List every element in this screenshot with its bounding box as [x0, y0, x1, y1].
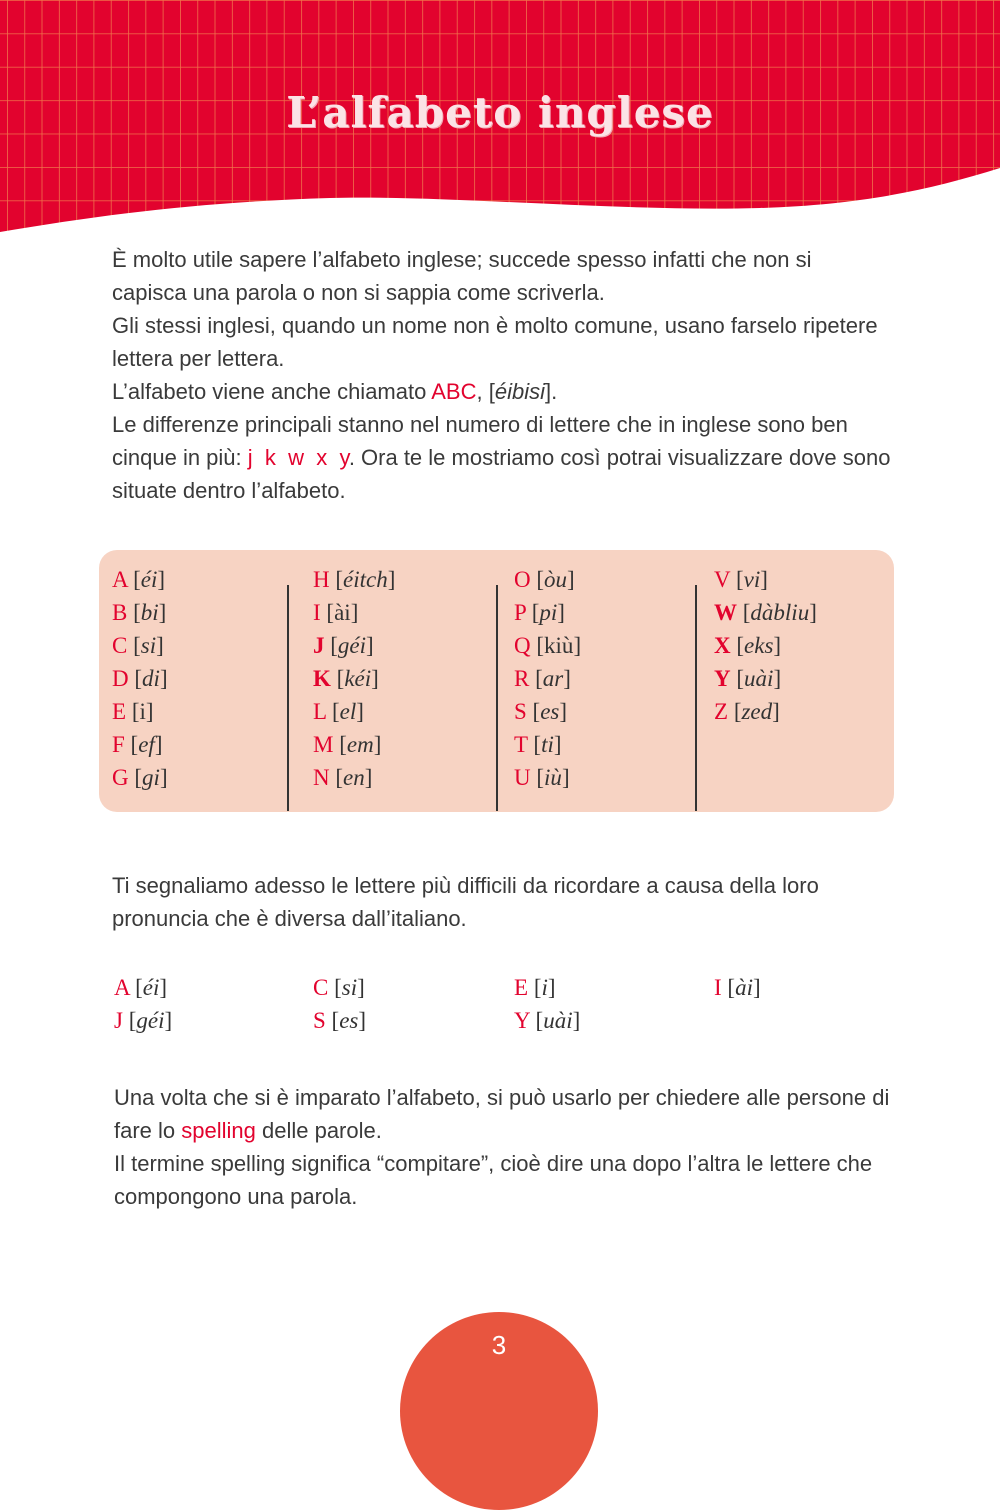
- bracket: [: [329, 765, 344, 790]
- bracket: [: [128, 765, 143, 790]
- bracket: ]: [159, 765, 168, 790]
- bracket: ]: [559, 699, 568, 724]
- bracket: ]: [553, 732, 562, 757]
- letter: U: [514, 765, 531, 790]
- bracket: [: [128, 666, 143, 691]
- bracket: ]: [809, 600, 817, 625]
- bracket: ]: [567, 567, 575, 592]
- intro-paragraph-2: Gli stessi inglesi, quando un nome non è molto comune, usano farselo ripetere lettera per lettera.: [112, 313, 878, 371]
- letter-entry: [313, 761, 395, 794]
- spelling-text: [114, 1081, 894, 1213]
- difficult-letters-column: [114, 971, 172, 1037]
- bracket: [: [730, 633, 745, 658]
- letter: D: [112, 666, 129, 691]
- bracket: ]: [364, 765, 373, 790]
- letter: G: [112, 765, 129, 790]
- pronunciation: es: [540, 699, 560, 724]
- bracket: [: [122, 1008, 137, 1033]
- bracket: ]: [561, 765, 570, 790]
- bracket: ]: [557, 600, 565, 625]
- bracket: [: [126, 699, 140, 724]
- letter-entry: [313, 728, 395, 761]
- difficult-letters-column: [313, 971, 366, 1037]
- letter: V: [714, 567, 731, 592]
- letter: R: [514, 666, 530, 691]
- pronunciation: bi: [140, 600, 159, 625]
- bracket: ]: [154, 732, 163, 757]
- pronunciation: es: [339, 1008, 359, 1033]
- letter-entry: [313, 1004, 366, 1037]
- bracket: [: [329, 567, 344, 592]
- bracket: ]: [356, 699, 364, 724]
- letter-entry: [112, 596, 168, 629]
- bracket: [: [526, 699, 541, 724]
- pronunciation: òu: [544, 567, 568, 592]
- letter-entry: [313, 971, 366, 1004]
- alphabet-column: [313, 563, 395, 794]
- letter-entry: [714, 662, 817, 695]
- text: Una volta che si è imparato l’alfabeto, si può usarlo per chiedere alle persone di fare lo: [114, 1085, 890, 1143]
- text: Le differenze principali stanno nel numero di lettere che in inglese sono ben cinque in più:: [112, 412, 848, 470]
- bracket: [: [730, 666, 745, 691]
- letter-entry: [514, 971, 580, 1004]
- intro-paragraph-4: [112, 408, 892, 507]
- alphabet-column: [714, 563, 817, 728]
- text: delle parole.: [255, 1118, 382, 1143]
- letter-entry: [714, 629, 817, 662]
- column-divider: [287, 585, 289, 811]
- pronunciation: i: [541, 975, 548, 1000]
- page-title: L’alfabeto inglese: [286, 88, 714, 137]
- pronunciation: éi: [140, 567, 158, 592]
- pronunciation: éi: [142, 975, 160, 1000]
- letter: X: [714, 633, 731, 658]
- extra-letters-highlight: j k w x y: [247, 445, 349, 470]
- bracket: ]: [350, 600, 359, 625]
- pronunciation: ef: [138, 732, 155, 757]
- pronunciation: pi: [539, 600, 558, 625]
- bracket: ]: [371, 666, 379, 691]
- bracket: ]: [760, 567, 768, 592]
- bracket: ]: [572, 1008, 581, 1033]
- letter: Y: [714, 666, 731, 691]
- letter: H: [313, 567, 330, 592]
- letter-entry: [514, 728, 581, 761]
- letter-entry: [514, 761, 581, 794]
- pronunciation: el: [339, 699, 357, 724]
- column-divider: [695, 585, 697, 811]
- intro-text: [112, 243, 892, 507]
- letter: Y: [514, 1008, 530, 1033]
- letter: C: [112, 633, 128, 658]
- letter-entry: [313, 596, 395, 629]
- letter: B: [112, 600, 128, 625]
- bracket: ]: [366, 633, 374, 658]
- pronunciation: zed: [741, 699, 773, 724]
- spelling-paragraph-2: Il termine spelling significa “compitare”, cioè dire una dopo l’altra le lettere che compongono una parola.: [114, 1151, 873, 1209]
- letter-entry: [714, 971, 761, 1004]
- text: , [: [476, 379, 495, 404]
- bracket: [: [530, 567, 545, 592]
- letter-entry: [313, 629, 395, 662]
- pronunciation: i: [139, 699, 146, 724]
- bracket: [: [127, 600, 141, 625]
- bracket: [: [529, 1008, 544, 1033]
- letter-entry: [112, 695, 168, 728]
- text: ].: [544, 379, 558, 404]
- letter: J: [313, 633, 325, 658]
- letter: O: [514, 567, 531, 592]
- letter: W: [714, 600, 737, 625]
- difficult-letters-text: Ti segnaliamo adesso le lettere più difficili da ricordare a causa della loro pronuncia che è diversa dall’italiano.: [112, 873, 819, 931]
- bracket: ]: [773, 666, 782, 691]
- pronunciation: iù: [544, 765, 562, 790]
- letter-entry: [114, 971, 172, 1004]
- letter: T: [514, 732, 528, 757]
- bracket: [: [525, 600, 540, 625]
- bracket: [: [529, 666, 543, 691]
- bracket: ]: [164, 1008, 173, 1033]
- letter: J: [114, 1008, 123, 1033]
- bracket: ]: [357, 975, 365, 1000]
- bracket: ]: [563, 666, 571, 691]
- pronunciation: gi: [142, 765, 160, 790]
- letter: S: [313, 1008, 326, 1033]
- pronunciation: uài: [744, 666, 774, 691]
- letter: F: [112, 732, 125, 757]
- intro-paragraph-3: [112, 375, 892, 408]
- pronunciation: kéi: [344, 666, 372, 691]
- letter: N: [313, 765, 330, 790]
- letter: I: [714, 975, 722, 1000]
- pronunciation: kiù: [544, 633, 574, 658]
- column-divider: [496, 585, 498, 811]
- bracket: ]: [752, 975, 761, 1000]
- letter: C: [313, 975, 329, 1000]
- letter-entry: [514, 695, 581, 728]
- letter-entry: [514, 1004, 580, 1037]
- pronunciation: eks: [744, 633, 774, 658]
- bracket: [: [127, 567, 141, 592]
- bracket: [: [127, 633, 141, 658]
- letter: P: [514, 600, 526, 625]
- text: . Ora te le mostriamo così potrai visualizzare dove sono situate dentro l’alfabeto.: [112, 445, 891, 503]
- bracket: [: [730, 567, 744, 592]
- alphabet-column: [514, 563, 581, 794]
- pronunciation: géi: [337, 633, 367, 658]
- spelling-paragraph-1: [114, 1081, 894, 1147]
- letter-entry: [714, 596, 817, 629]
- bracket: ]: [159, 975, 168, 1000]
- bracket: [: [527, 732, 542, 757]
- pronunciation: em: [346, 732, 374, 757]
- pronunciation: éitch: [343, 567, 388, 592]
- bracket: [: [326, 699, 340, 724]
- bracket: [: [333, 732, 347, 757]
- letter-entry: [313, 563, 395, 596]
- letter: E: [514, 975, 529, 1000]
- difficult-letters-column: [714, 971, 761, 1004]
- abc-pronunciation: éibisi: [494, 379, 545, 404]
- letter: Z: [714, 699, 729, 724]
- pronunciation: si: [140, 633, 157, 658]
- bracket: ]: [373, 732, 382, 757]
- letter-entry: [112, 629, 168, 662]
- letter-entry: [112, 728, 168, 761]
- letter: E: [112, 699, 127, 724]
- pronunciation: ài: [334, 600, 351, 625]
- page-number: 3: [491, 1330, 507, 1360]
- letter-entry: [313, 695, 395, 728]
- letter: A: [114, 975, 130, 1000]
- page-number-badge: [400, 1312, 598, 1510]
- letter-entry: [514, 563, 581, 596]
- letter-entry: [714, 563, 817, 596]
- bracket: [: [325, 1008, 340, 1033]
- letter-entry: [112, 662, 168, 695]
- pronunciation: ti: [541, 732, 554, 757]
- bracket: [: [728, 699, 742, 724]
- pronunciation: vi: [743, 567, 761, 592]
- bracket: [: [129, 975, 143, 1000]
- letter: K: [313, 666, 331, 691]
- bracket: ]: [773, 633, 782, 658]
- bracket: [: [330, 666, 345, 691]
- bracket: [: [324, 633, 338, 658]
- bracket: ]: [158, 600, 167, 625]
- pronunciation: ài: [735, 975, 753, 1000]
- bracket: [: [328, 975, 342, 1000]
- header-banner: [0, 0, 1000, 240]
- pronunciation: géi: [136, 1008, 165, 1033]
- letter-entry: [114, 1004, 172, 1037]
- letter-entry: [514, 662, 581, 695]
- letter-entry: [514, 629, 581, 662]
- bracket: ]: [145, 699, 154, 724]
- letter-entry: [714, 695, 817, 728]
- letter: A: [112, 567, 128, 592]
- letter: S: [514, 699, 527, 724]
- bracket: [: [737, 600, 751, 625]
- letter-entry: [514, 596, 581, 629]
- bracket: [: [530, 633, 545, 658]
- letter: M: [313, 732, 334, 757]
- letter-entry: [313, 662, 395, 695]
- bracket: ]: [387, 567, 396, 592]
- bracket: ]: [157, 567, 166, 592]
- bracket: ]: [772, 699, 780, 724]
- letter-entry: [112, 761, 168, 794]
- bracket: ]: [159, 666, 168, 691]
- pronunciation: en: [343, 765, 365, 790]
- bracket: ]: [156, 633, 164, 658]
- bracket: ]: [547, 975, 556, 1000]
- letter: L: [313, 699, 327, 724]
- letter: I: [313, 600, 321, 625]
- difficult-letters-column: [514, 971, 580, 1037]
- pronunciation: si: [341, 975, 358, 1000]
- abc-highlight: ABC: [431, 379, 477, 404]
- pronunciation: ar: [542, 666, 564, 691]
- letter: Q: [514, 633, 531, 658]
- bracket: [: [320, 600, 335, 625]
- pronunciation: di: [142, 666, 160, 691]
- bracket: [: [124, 732, 139, 757]
- spelling-highlight: spelling: [181, 1118, 256, 1143]
- letter-entry: [112, 563, 168, 596]
- bracket: [: [721, 975, 736, 1000]
- intro-paragraph-1: È molto utile sapere l’alfabeto inglese; succede spesso infatti che non si capisca una parola o non si sappia come scriverla.: [112, 247, 812, 305]
- alphabet-column: [112, 563, 168, 794]
- pronunciation: uài: [543, 1008, 573, 1033]
- bracket: ]: [573, 633, 582, 658]
- pronunciation: dàbliu: [750, 600, 810, 625]
- bracket: ]: [358, 1008, 367, 1033]
- bracket: [: [528, 975, 542, 1000]
- bracket: [: [530, 765, 545, 790]
- text: L’alfabeto viene anche chiamato: [112, 379, 432, 404]
